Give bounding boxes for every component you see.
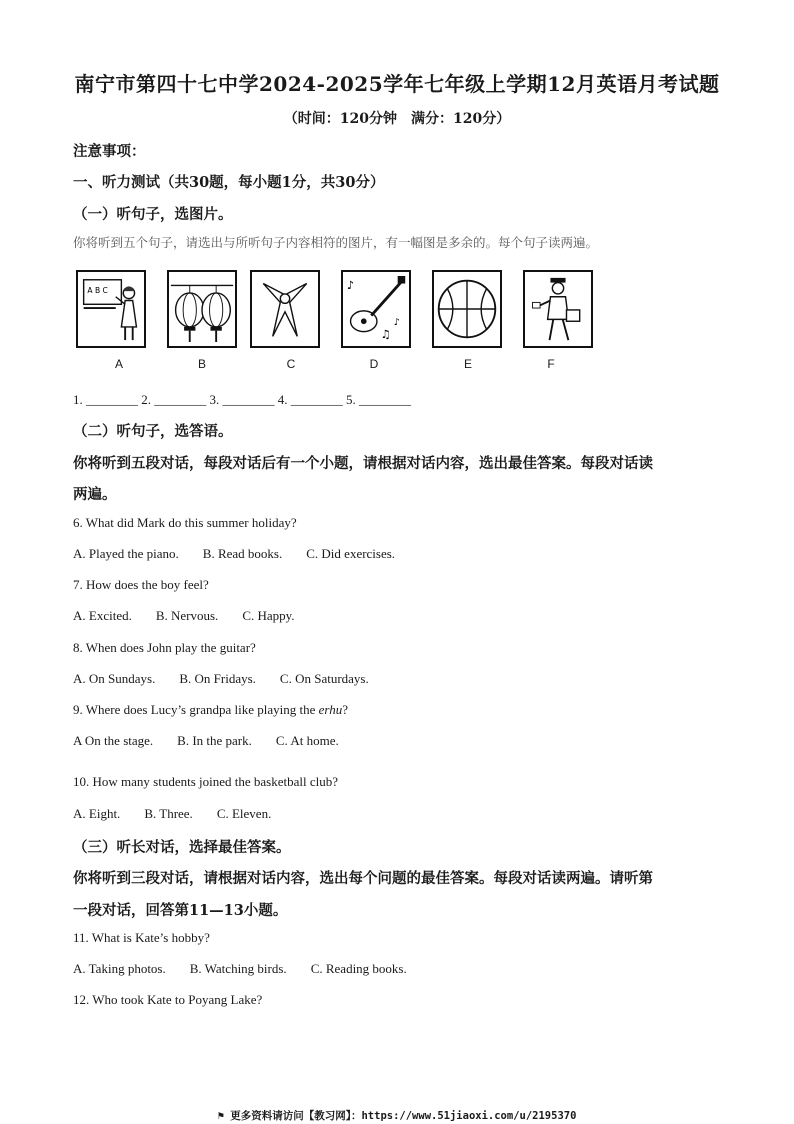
option-10c: C. Eleven. (216, 806, 272, 821)
option-9b: B. In the park. (177, 733, 252, 748)
guitar-music-icon (343, 272, 409, 346)
question-10-options (73, 806, 271, 822)
exam-subtitle: （时间：120分钟 满分：120分） (283, 111, 511, 127)
option-6c: C. Did exercises. (306, 546, 396, 561)
part-3-heading: （三）听长对话，选择最佳答案。 (73, 839, 291, 856)
part-3-instruction-line-2: 一段对话，回答第11—13小题。 (73, 902, 288, 919)
question-9-erhu: erhu (318, 702, 343, 717)
postman-icon (525, 272, 591, 346)
page-title: 南宁市第四十七中学2024-2025学年七年级上学期12月英语月考试题 (74, 72, 720, 96)
picture-c (250, 270, 320, 348)
question-10: 10. How many students joined the basketball club? (73, 774, 339, 789)
teacher-blackboard-icon (78, 272, 144, 346)
picture-d (341, 270, 411, 348)
question-7-options (73, 608, 295, 624)
picture-label-f: F (547, 357, 555, 371)
question-9 (73, 702, 348, 718)
svg-text:♫: ♫ (380, 328, 391, 342)
part-3-instruction-line-1: 你将听到三段对话，请根据对话内容，选出每个问题的最佳答案。每段对话读两遍。请听第 (73, 870, 653, 887)
red-scarf-icon (252, 272, 318, 346)
flag-icon: ⚑ (217, 1110, 231, 1122)
picture-b (167, 270, 237, 348)
option-7b: B. Nervous. (155, 608, 219, 623)
lanterns-icon (169, 272, 235, 346)
picture-e (432, 270, 502, 348)
question-9-text: 9. Where does Lucy’s grandpa like playing the (73, 702, 319, 717)
option-11b: B. Watching birds. (189, 961, 287, 976)
picture-label-a: A (114, 357, 123, 371)
footer-text: 更多资料请访问【教习网】：https://www.51jiaoxi.com/u/2195370 (230, 1110, 577, 1122)
picture-a (76, 270, 146, 348)
svg-text:A B C: A B C (87, 285, 108, 295)
option-11c: C. Reading books. (310, 961, 407, 976)
part-2-instruction-line-1: 你将听到五段对话，每段对话后有一个小题，请根据对话内容，选出最佳答案。每段对话读 (73, 455, 653, 472)
picture-label-b: B (197, 357, 206, 371)
svg-text:♪: ♪ (346, 279, 354, 293)
picture-label-c: C (286, 357, 296, 371)
picture-label-d: D (369, 357, 379, 371)
question-8-options (73, 671, 369, 687)
option-8a: A. On Sundays. (73, 671, 156, 686)
notice-heading: 注意事项： (73, 143, 146, 160)
question-6-options (73, 546, 395, 562)
option-10b: B. Three. (144, 806, 193, 821)
picture-f (523, 270, 593, 348)
question-8: 8. When does John play the guitar? (73, 640, 256, 655)
answer-blanks: 1. ________ 2. ________ 3. ________ 4. ________ 5. ________ (73, 392, 411, 407)
question-12: 12. Who took Kate to Poyang Lake? (73, 992, 263, 1007)
part-2-instruction-line-2: 两遍。 (73, 486, 117, 503)
part-1-heading: （一）听句子，选图片。 (73, 206, 233, 223)
question-9-mark: ? (342, 702, 348, 717)
question-11: 11. What is Kate’s hobby? (73, 930, 210, 945)
option-9a: A On the stage. (73, 733, 154, 748)
option-7c: C. Happy. (242, 608, 295, 623)
part-2-heading: （二）听句子，选答语。 (73, 423, 233, 440)
part-1-instruction: 你将听到五个句子，请选出与所听句子内容相符的图片，有一幅图是多余的。每个句子读两遍。 (73, 235, 599, 250)
question-11-options (73, 961, 407, 977)
question-9-options (73, 733, 339, 749)
question-6: 6. What did Mark do this summer holiday? (73, 515, 297, 530)
option-8c: C. On Saturdays. (279, 671, 369, 686)
option-8b: B. On Fridays. (179, 671, 256, 686)
picture-label-e: E (463, 357, 472, 371)
footer-link[interactable] (0, 1108, 794, 1123)
option-7a: A. Excited. (73, 608, 132, 623)
svg-text:♪: ♪ (393, 317, 400, 329)
question-7: 7. How does the boy feel? (73, 577, 209, 592)
basketball-icon (434, 272, 500, 346)
section-1-heading: 一、听力测试（共30题，每小题1分，共30分） (73, 174, 385, 191)
option-11a: A. Taking photos. (73, 961, 166, 976)
option-6b: B. Read books. (202, 546, 283, 561)
option-9c: C. At home. (275, 733, 339, 748)
option-10a: A. Eight. (73, 806, 121, 821)
option-6a: A. Played the piano. (73, 546, 179, 561)
